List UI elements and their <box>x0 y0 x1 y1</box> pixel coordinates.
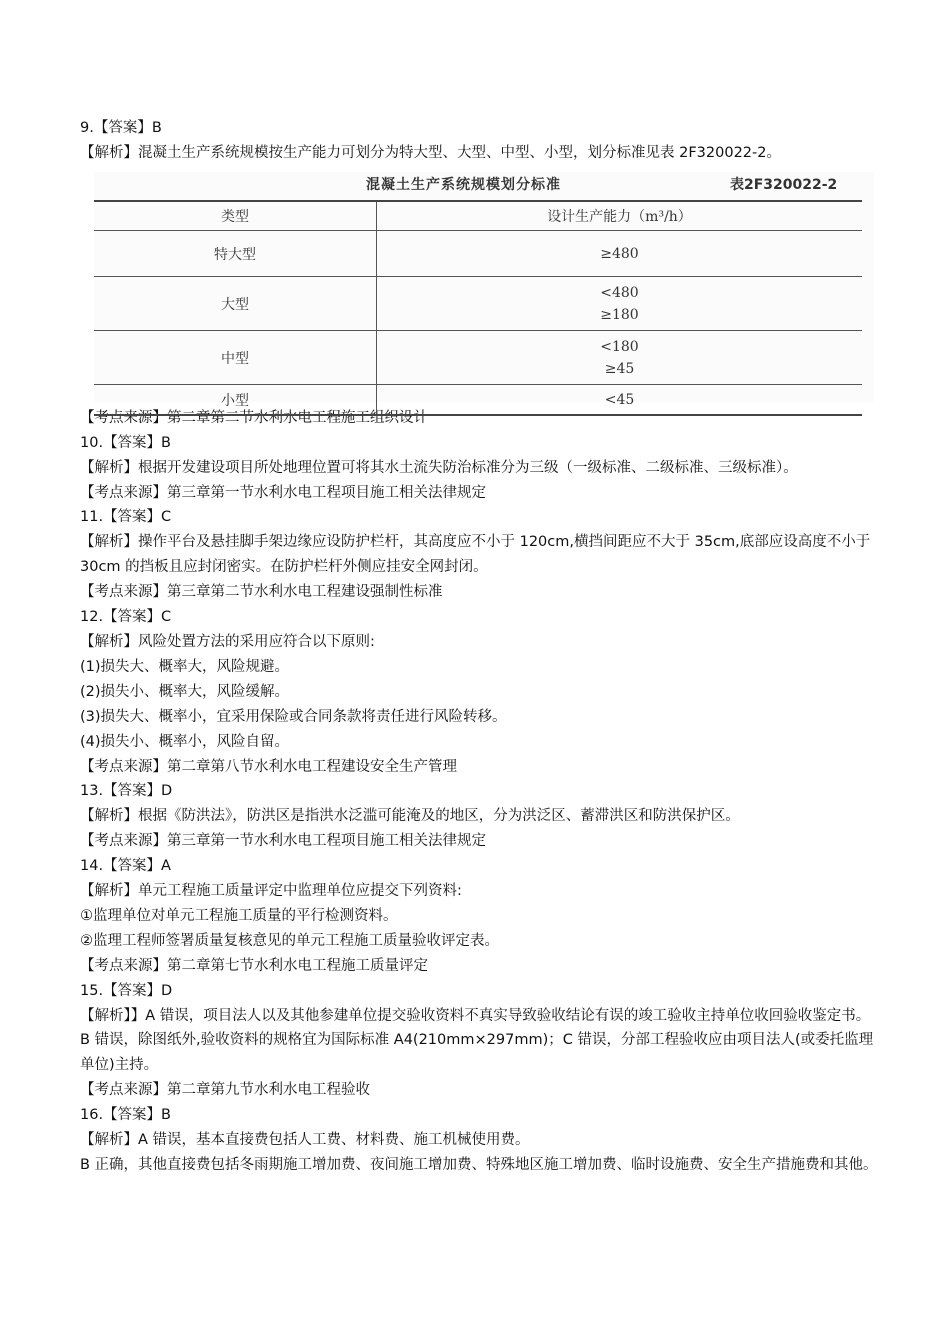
text-line: 14.【答案】A <box>80 858 171 875</box>
text-line: 13.【答案】D <box>80 783 173 800</box>
text-line: 9.【答案】B <box>80 120 162 136</box>
text-line: (3)损失大、概率小，宜采用保险或合同条款将责任进行风险转移。 <box>80 708 507 725</box>
text-line: 12.【答案】C <box>80 609 172 626</box>
text-line: 15.【答案】D <box>80 982 173 999</box>
text-line: (4)损失小、概率小，风险自留。 <box>80 733 290 750</box>
table-title: 混凝土生产系统规模划分标准 <box>366 176 561 193</box>
table-number: 表2F320022-2 <box>730 176 838 193</box>
table-header-cell: 类型 <box>94 201 377 231</box>
text-line: 【考点来源】第二章第二节水利水电工程施工组织设计 <box>80 409 428 426</box>
text-paragraph: 【解析】】A 错误，项目法人以及其他参建单位提交验收资料不真实导致验收结论有误的竣工验收主持单位收回验收鉴定书。B 错误，除图纸外,验收资料的规格宜为国际标准 A4(210mm×297mm)；C 错误，分部工程验收应由项目法人(或委托监理单位)主持。 <box>80 1007 874 1074</box>
text-line: (1)损失大、概率大，风险规避。 <box>80 658 290 675</box>
text-line: ②监理工程师签署质量复核意见的单元工程施工质量验收评定表。 <box>80 932 499 949</box>
text-line: 16.【答案】B <box>80 1107 172 1124</box>
text-line: 【考点来源】第三章第一节水利水电工程项目施工相关法律规定 <box>80 484 486 501</box>
table-row <box>94 231 862 277</box>
capacity-value: <45 <box>604 391 635 408</box>
table-capacity-cell <box>377 231 863 277</box>
table-type-cell: 中型 <box>94 331 377 385</box>
scale-table-figure <box>94 172 874 409</box>
text-paragraph: B 正确，其他直接费包括冬雨期施工增加费、夜间施工增加费、特殊地区施工增加费、临时设施费、安全生产措施费和其他。 <box>80 1157 878 1173</box>
table-type-cell: 小型 <box>94 385 377 415</box>
table-type-cell: 特大型 <box>94 231 377 277</box>
text-line: 【考点来源】第三章第二节水利水电工程建设强制性标准 <box>80 584 443 601</box>
capacity-value: ≥180 <box>600 306 639 323</box>
text-line: 【解析】A 错误，基本直接费包括人工费、材料费、施工机械使用费。 <box>80 1132 530 1149</box>
document-page <box>80 116 880 1178</box>
text-line: 【解析】混凝土生产系统规模按生产能力可划分为特大型、大型、中型、小型，划分标准见表 2F320022-2。 <box>80 144 781 161</box>
text-line: 【解析】风险处置方法的采用应符合以下原则: <box>80 633 375 650</box>
capacity-value: <480 <box>600 284 639 301</box>
text-line: 10.【答案】B <box>80 434 172 451</box>
table-header-row <box>94 201 862 231</box>
text-line: 【考点来源】第三章第一节水利水电工程项目施工相关法律规定 <box>80 833 486 850</box>
table-type-cell: 大型 <box>94 277 377 331</box>
text-paragraph: 【解析】操作平台及悬挂脚手架边缘应设防护栏杆，其高度应不小于 120cm,横挡间距应不大于 35cm,底部应设高度不小于 30cm 的挡板且应封闭密实。在防护栏杆外侧应挂安全网封闭。 <box>80 534 871 576</box>
table-capacity-cell <box>377 277 863 331</box>
table-capacity-cell <box>377 385 863 415</box>
capacity-value: ≥45 <box>604 360 635 377</box>
text-line: ①监理单位对单元工程施工质量的平行检测资料。 <box>80 907 398 924</box>
capacity-value: <180 <box>600 338 639 355</box>
table-row <box>94 277 862 331</box>
text-line: (2)损失小、概率大，风险缓解。 <box>80 683 290 700</box>
text-line: 【考点来源】第二章第七节水利水电工程施工质量评定 <box>80 957 428 974</box>
table-row <box>94 385 862 415</box>
text-line: 【解析】根据开发建设项目所处地理位置可将其水土流失防治标准分为三级（一级标准、二级标准、三级标准）。 <box>80 459 798 476</box>
table-row <box>94 331 862 385</box>
text-line: 【考点来源】第二章第九节水利水电工程验收 <box>80 1082 370 1099</box>
text-line: 11.【答案】C <box>80 509 172 526</box>
text-line: 【考点来源】第二章第八节水利水电工程建设安全生产管理 <box>80 758 457 775</box>
scale-table <box>94 200 862 416</box>
text-line: 【解析】根据《防洪法》，防洪区是指洪水泛滥可能淹及的地区，分为洪泛区、蓄滞洪区和防洪保护区。 <box>80 808 740 825</box>
capacity-value: ≥480 <box>600 245 639 262</box>
text-line: 【解析】单元工程施工质量评定中监理单位应提交下列资料: <box>80 883 462 900</box>
table-header-cell: 设计生产能力（m³/h） <box>377 201 863 231</box>
table-capacity-cell <box>377 331 863 385</box>
